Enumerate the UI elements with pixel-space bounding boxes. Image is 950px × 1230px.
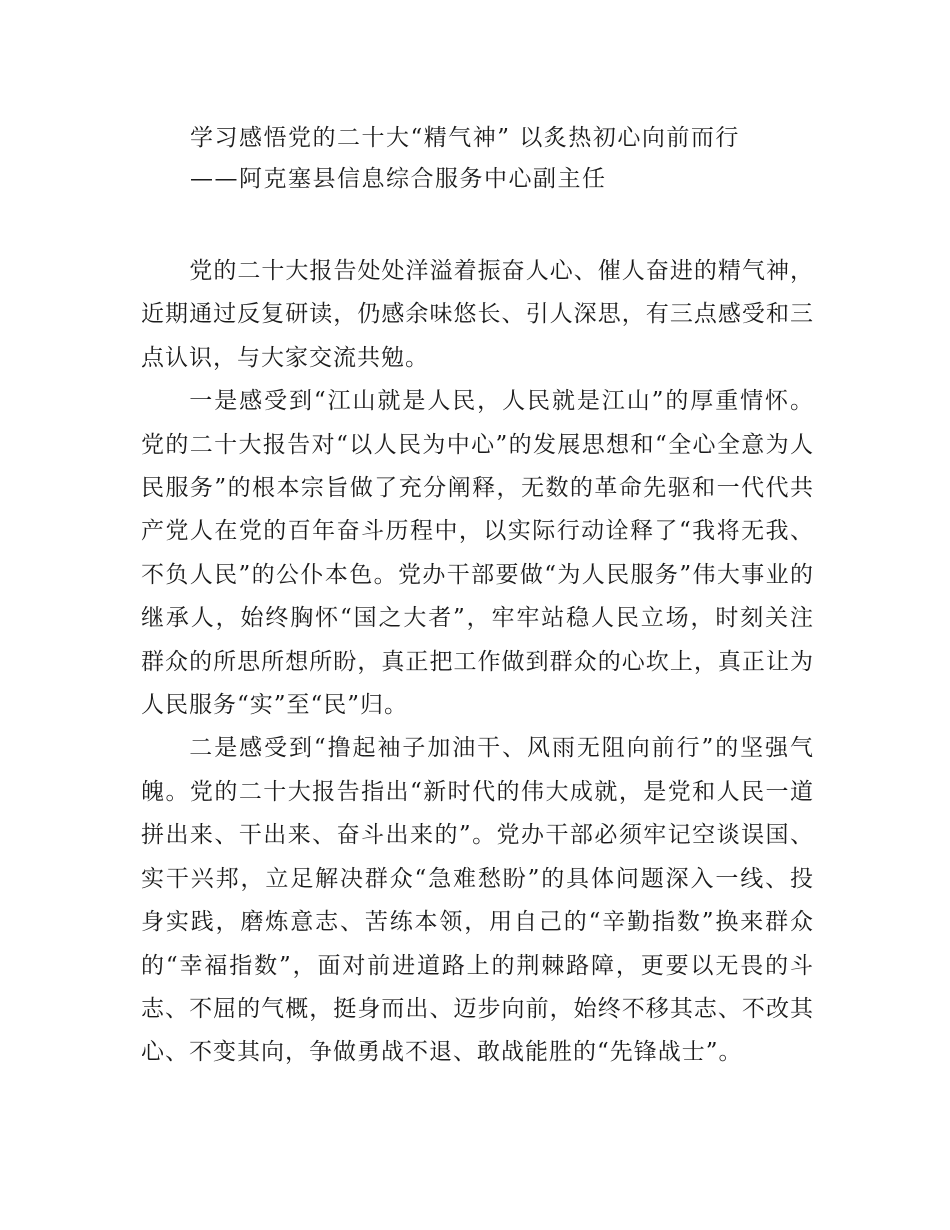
document-body — [141, 250, 814, 1075]
body-paragraph-second-feeling: 二是感受到“撸起袖子加油干、风雨无阻向前行”的坚强气魄。党的二十大报告指出“新时代的伟大成就，是党和人民一道拼出来、干出来、奋斗出来的”。党办干部必须牢记空谈误国、实干兴邦，立足解决群众“急难愁盼”的具体问题深入一线、投身实践，磨炼意志、苦练本领，用自己的“辛勤指数”换来群众的“幸福指数”，面对前进道路上的荆棘路障，更要以无畏的斗志、不屈的气概，挺身而出、迈步向前，始终不移其志、不改其心、不变其向，争做勇战不退、敢战能胜的“先锋战士”。 — [141, 735, 814, 1066]
body-paragraph-intro: 党的二十大报告处处洋溢着振奋人心、催人奋进的精气神，近期通过反复研读，仍感余味悠长、引人深思，有三点感受和三点认识，与大家交流共勉。 — [141, 258, 814, 371]
document-subtitle: ——阿克塞县信息综合服务中心副主任 — [190, 166, 607, 192]
body-paragraph-first-feeling: 一是感受到“江山就是人民，人民就是江山”的厚重情怀。党的二十大报告对“以人民为中心”的发展思想和“全心全意为人民服务”的根本宗旨做了充分阐释，无数的革命先驱和一代代共产党人在党的百年奋斗历程中，以实际行动诠释了“我将无我、不负人民”的公仆本色。党办干部要做“为人民服务”伟大事业的继承人，始终胸怀“国之大者”，牢牢站稳人民立场，时刻关注群众的所思所想所盼，真正把工作做到群众的心坎上，真正让为人民服务“实”至“民”归。 — [141, 388, 814, 719]
title-block — [190, 118, 830, 200]
document-title: 学习感悟党的二十大“精气神” 以炙热初心向前而行 — [190, 125, 740, 151]
